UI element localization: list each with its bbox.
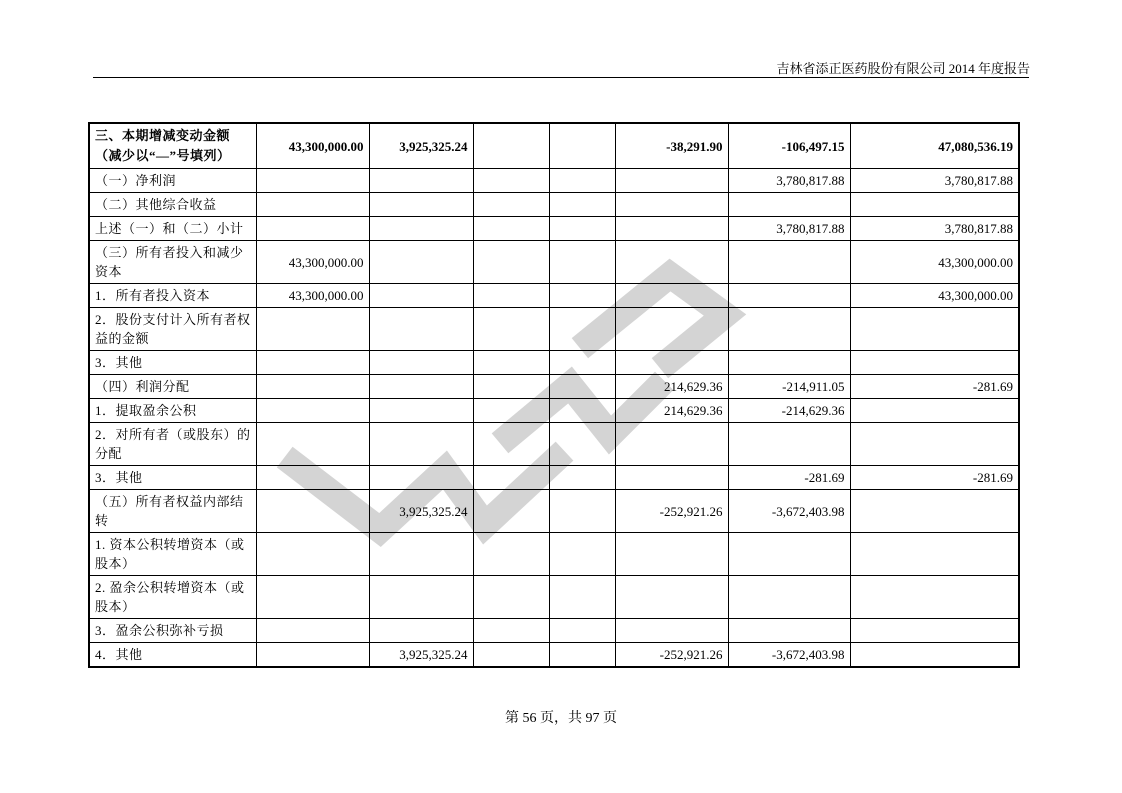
table-cell: [473, 375, 549, 399]
table-row: [89, 576, 1019, 619]
row-label: 3．其他: [89, 351, 256, 375]
header-divider: [93, 77, 1029, 78]
table-cell: [256, 643, 369, 668]
table-cell: [850, 423, 1019, 466]
table-cell: [473, 241, 549, 284]
row-label: （三）所有者投入和减少资本: [89, 241, 256, 284]
row-label: 上述（一）和（二）小计: [89, 217, 256, 241]
table-cell: [369, 399, 473, 423]
table-row: [89, 169, 1019, 193]
table-row: [89, 490, 1019, 533]
table-row: [89, 351, 1019, 375]
table-cell: [549, 399, 615, 423]
table-cell: [549, 619, 615, 643]
row-label: （四）利润分配: [89, 375, 256, 399]
table-cell: 3,780,817.88: [850, 217, 1019, 241]
row-label: （五）所有者权益内部结转: [89, 490, 256, 533]
table-cell: -3,672,403.98: [728, 490, 850, 533]
table-cell: 3,925,325.24: [369, 643, 473, 668]
table-cell: [549, 375, 615, 399]
table-cell: -281.69: [850, 375, 1019, 399]
table-cell: [473, 423, 549, 466]
row-label: 3．盈余公积弥补亏损: [89, 619, 256, 643]
table-cell: 3,780,817.88: [728, 217, 850, 241]
table-cell: [473, 351, 549, 375]
table-cell: [369, 466, 473, 490]
table-cell: [615, 619, 728, 643]
table-row: [89, 284, 1019, 308]
table-cell: [473, 123, 549, 169]
table-cell: [473, 217, 549, 241]
table-cell: [549, 490, 615, 533]
table-cell: [728, 308, 850, 351]
table-cell: [615, 169, 728, 193]
table-cell: [549, 217, 615, 241]
table-cell: [473, 193, 549, 217]
table-cell: [369, 217, 473, 241]
row-label: （二）其他综合收益: [89, 193, 256, 217]
table-cell: [369, 375, 473, 399]
table-cell: [549, 284, 615, 308]
row-label: 三、本期增减变动金额（减少以“—”号填列）: [89, 123, 256, 169]
table-cell: [473, 169, 549, 193]
report-header-title: 吉林省添正医药股份有限公司 2014 年度报告: [776, 61, 1030, 76]
table-cell: [256, 533, 369, 576]
table-cell: -252,921.26: [615, 490, 728, 533]
table-cell: [256, 466, 369, 490]
table-cell: 3,780,817.88: [850, 169, 1019, 193]
table-cell: [256, 490, 369, 533]
table-cell: [728, 533, 850, 576]
table-cell: [256, 217, 369, 241]
table-cell: [615, 308, 728, 351]
page-number: 第 56 页，共 97 页: [505, 711, 617, 726]
table-cell: -214,629.36: [728, 399, 850, 423]
table-cell: [549, 533, 615, 576]
table-cell: [549, 643, 615, 668]
table-row: [89, 193, 1019, 217]
table-cell: 47,080,536.19: [850, 123, 1019, 169]
table-cell: [369, 241, 473, 284]
table-cell: -281.69: [728, 466, 850, 490]
table-cell: 43,300,000.00: [256, 284, 369, 308]
table-cell: [549, 123, 615, 169]
table-cell: [549, 576, 615, 619]
table-row: [89, 217, 1019, 241]
table-cell: 3,780,817.88: [728, 169, 850, 193]
table-cell: [549, 169, 615, 193]
table-row: [89, 619, 1019, 643]
equity-change-table: [88, 122, 1020, 668]
table-cell: [728, 423, 850, 466]
table-cell: 3,925,325.24: [369, 123, 473, 169]
table-cell: 43,300,000.00: [256, 241, 369, 284]
row-label: 3．其他: [89, 466, 256, 490]
table-cell: [256, 351, 369, 375]
table-cell: [369, 576, 473, 619]
table-cell: [615, 533, 728, 576]
table-cell: -214,911.05: [728, 375, 850, 399]
table-cell: [473, 619, 549, 643]
table-cell: [473, 490, 549, 533]
table-cell: -252,921.26: [615, 643, 728, 668]
table-cell: [369, 284, 473, 308]
table-cell: [549, 308, 615, 351]
table-cell: [728, 351, 850, 375]
table-cell: [256, 576, 369, 619]
row-label: （一）净利润: [89, 169, 256, 193]
table-cell: [728, 284, 850, 308]
table-cell: [615, 241, 728, 284]
table-cell: [256, 169, 369, 193]
table-cell: [369, 619, 473, 643]
table-cell: [728, 241, 850, 284]
table-cell: [615, 466, 728, 490]
table-cell: [473, 284, 549, 308]
table-cell: [256, 619, 369, 643]
row-label: 1. 资本公积转增资本（或股本）: [89, 533, 256, 576]
table-cell: [369, 308, 473, 351]
table-cell: [473, 308, 549, 351]
table-cell: [615, 217, 728, 241]
table-cell: [615, 576, 728, 619]
table-cell: [850, 351, 1019, 375]
table-cell: 43,300,000.00: [256, 123, 369, 169]
table-row: [89, 643, 1019, 668]
table-cell: -38,291.90: [615, 123, 728, 169]
table-row: [89, 423, 1019, 466]
table-cell: [850, 533, 1019, 576]
row-label: 4．其他: [89, 643, 256, 668]
table-cell: 214,629.36: [615, 375, 728, 399]
table-cell: [369, 193, 473, 217]
row-label: 1．提取盈余公积: [89, 399, 256, 423]
table-cell: [549, 241, 615, 284]
table-cell: [615, 351, 728, 375]
table-cell: [615, 423, 728, 466]
table-cell: [473, 466, 549, 490]
table-cell: [850, 490, 1019, 533]
table-cell: [850, 619, 1019, 643]
row-label: 2．股份支付计入所有者权益的金额: [89, 308, 256, 351]
table-cell: [549, 351, 615, 375]
table-row: [89, 533, 1019, 576]
row-label: 2．对所有者（或股东）的分配: [89, 423, 256, 466]
table-row: [89, 399, 1019, 423]
table-cell: [256, 375, 369, 399]
table-cell: [850, 643, 1019, 668]
table-cell: 43,300,000.00: [850, 284, 1019, 308]
table-cell: [473, 533, 549, 576]
table-cell: [728, 619, 850, 643]
table-row: [89, 375, 1019, 399]
table-cell: -281.69: [850, 466, 1019, 490]
row-label: 2. 盈余公积转增资本（或股本）: [89, 576, 256, 619]
table-cell: 43,300,000.00: [850, 241, 1019, 284]
table-cell: 3,925,325.24: [369, 490, 473, 533]
table-cell: [850, 193, 1019, 217]
table-cell: [850, 576, 1019, 619]
table-cell: [256, 399, 369, 423]
table-cell: 214,629.36: [615, 399, 728, 423]
table-cell: [615, 193, 728, 217]
table-cell: [850, 399, 1019, 423]
table-cell: [615, 284, 728, 308]
table-cell: [549, 466, 615, 490]
row-label: 1．所有者投入资本: [89, 284, 256, 308]
table-cell: [549, 423, 615, 466]
table-cell: [850, 308, 1019, 351]
table-row: [89, 123, 1019, 169]
table-cell: [256, 308, 369, 351]
table-cell: [369, 169, 473, 193]
table-cell: [369, 533, 473, 576]
table-cell: [369, 351, 473, 375]
table-cell: [473, 643, 549, 668]
table-cell: [549, 193, 615, 217]
table-cell: [473, 576, 549, 619]
table-cell: [256, 423, 369, 466]
table-cell: [728, 193, 850, 217]
table-cell: -106,497.15: [728, 123, 850, 169]
table-cell: [473, 399, 549, 423]
table-row: [89, 466, 1019, 490]
table-cell: -3,672,403.98: [728, 643, 850, 668]
table-cell: [728, 576, 850, 619]
table-cell: [256, 193, 369, 217]
table-cell: [369, 423, 473, 466]
table-row: [89, 241, 1019, 284]
table-row: [89, 308, 1019, 351]
